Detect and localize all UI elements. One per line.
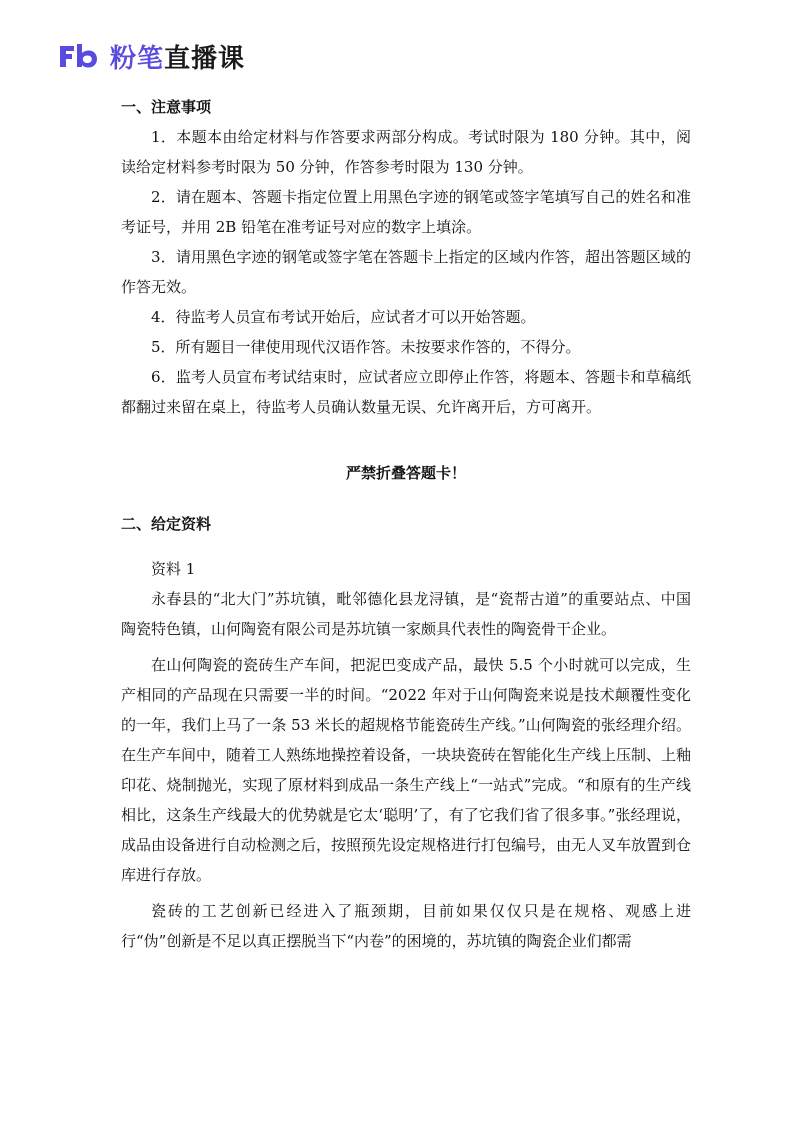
notice-item: 4．待监考人员宣布考试开始后，应试者才可以开始答题。 (151, 308, 536, 326)
material-label: 资料 1 (151, 560, 196, 578)
fb-logo-icon (56, 40, 100, 72)
logo-brand-text: 粉笔 (110, 43, 165, 74)
fold-warning: 严禁折叠答题卡！ (345, 464, 466, 482)
notice-item: 1．本题本由给定材料与作答要求两部分构成。考试时限为 180 分钟。其中，阅读给定材料参考时限为 50 分钟，作答参考时限为 130 分钟。 (121, 128, 691, 176)
logo-wordmark (110, 38, 245, 75)
material-paragraph: 在山何陶瓷的瓷砖生产车间，把泥巴变成产品，最快 5.5 个小时就可以完成，生产相同的产品现在只需要一半的时间。“2022 年对于山何陶瓷来说是技术颠覆性变化的一年，我们上马了一条 53 米长的超规格节能瓷砖生产线。”山何陶瓷的张经理介绍。在生产车间中，随着工人熟练地操控着设备，一块块瓷砖在智能化生产线上压制、上釉印花、烧制抛光，实现了原材料到成品一条生产线上“一站式”完成。“和原有的生产线相比，这条生产线最大的优势就是它太‘聪明’了，有了它我们省了很多事。”张经理说，成品由设备进行自动检测之后，按照预先设定规格进行打包编号，由无人叉车放置到仓库进行存放。 (121, 656, 692, 884)
section-heading-notes: 一、注意事项 (121, 98, 212, 116)
material-paragraph: 瓷砖的工艺创新已经进入了瓶颈期，目前如果仅仅只是在规格、观感上进行“伪”创新是不足以真正摆脱当下“内卷”的困境的，苏坑镇的陶瓷企业们都需 (121, 902, 691, 950)
notice-item: 5．所有题目一律使用现代汉语作答。未按要求作答的，不得分。 (151, 338, 581, 356)
notice-item: 3．请用黑色字迹的钢笔或签字笔在答题卡上指定的区域内作答，超出答题区域的作答无效。 (121, 248, 691, 296)
document-body (121, 92, 691, 956)
notice-item: 6．监考人员宣布考试结束时，应试者应立即停止作答，将题本、答题卡和草稿纸都翻过来留在桌上，待监考人员确认数量无误、允许离开后，方可离开。 (121, 368, 691, 416)
logo-product-text: 直播课 (164, 43, 246, 74)
material-paragraph: 永春县的“北大门”苏坑镇，毗邻德化县龙浔镇，是“瓷帮古道”的重要站点、中国陶瓷特色镇，山何陶瓷有限公司是苏坑镇一家颇具代表性的陶瓷骨干企业。 (121, 590, 691, 638)
brand-logo (56, 40, 245, 72)
section-heading-materials: 二、给定资料 (121, 515, 212, 533)
notice-item: 2．请在题本、答题卡指定位置上用黑色字迹的钢笔或签字笔填写自己的姓名和准考证号，并用 2B 铅笔在准考证号对应的数字上填涂。 (121, 188, 691, 236)
